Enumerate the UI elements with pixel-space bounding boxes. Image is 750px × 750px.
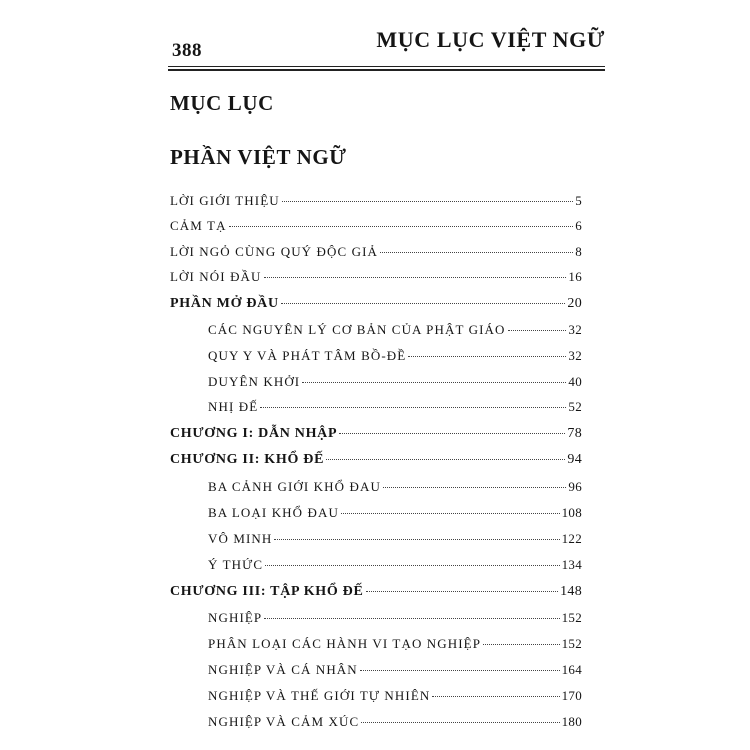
toc-entry-label: CHƯƠNG II: KHỔ ĐẾ	[170, 452, 325, 467]
toc-entry	[170, 244, 582, 266]
dot-leader	[260, 407, 566, 408]
dot-leader	[361, 722, 559, 723]
dot-leader	[341, 513, 560, 514]
toc-entry	[208, 322, 582, 344]
toc-entry-page: 94	[567, 452, 582, 467]
toc-entry-label: NGHIỆP VÀ CÁ NHÂN	[208, 662, 358, 677]
toc-entry-page: 164	[561, 662, 582, 677]
toc-entry-label: Ý THỨC	[208, 557, 264, 572]
toc-entry-label: LỜI GIỚI THIỆU	[170, 193, 280, 208]
dot-leader	[264, 277, 567, 278]
toc-entry-label: PHÂN LOẠI CÁC HÀNH VI TẠO NGHIỆP	[208, 636, 482, 651]
dot-leader	[302, 382, 566, 383]
toc-entry-page: 32	[568, 348, 582, 363]
dot-leader	[360, 670, 560, 671]
dot-leader	[366, 591, 559, 592]
toc-entry-label: DUYÊN KHỞI	[208, 374, 301, 389]
toc-entry	[170, 218, 582, 240]
toc-entry	[170, 269, 582, 291]
toc-entry-label: NHỊ ĐẾ	[208, 399, 259, 414]
dot-leader	[326, 459, 565, 460]
dot-leader	[432, 696, 559, 697]
toc-entry-page: 8	[575, 244, 582, 259]
running-head-title: MỤC LỤC VIỆT NGỮ	[376, 27, 605, 52]
toc-entry-page: 78	[567, 426, 582, 441]
contents-title: MỤC LỤC	[170, 91, 274, 115]
toc-entry-label: BA LOẠI KHỔ ĐAU	[208, 505, 339, 520]
toc-entry	[208, 557, 582, 579]
toc-entry-label: NGHIỆP VÀ THẾ GIỚI TỰ NHIÊN	[208, 688, 431, 703]
toc-entry-label: CÁC NGUYÊN LÝ CƠ BẢN CỦA PHẬT GIÁO	[208, 322, 506, 337]
dot-leader	[274, 539, 559, 540]
section-title: PHẦN VIỆT NGỮ	[170, 145, 347, 169]
toc-entry	[208, 505, 582, 527]
toc-entry-label: CHƯƠNG I: DẪN NHẬP	[170, 426, 338, 441]
toc-entry-page: 152	[561, 636, 582, 651]
toc-entry-page: 5	[575, 193, 582, 208]
toc-entry-page: 96	[568, 479, 582, 494]
toc-entry-page: 6	[575, 218, 582, 233]
header-rule	[168, 66, 605, 71]
toc-entry	[170, 584, 582, 606]
dot-leader	[483, 644, 560, 645]
dot-leader	[229, 226, 574, 227]
toc-entry	[170, 452, 582, 474]
toc-entry	[208, 610, 582, 632]
toc-entry-page: 134	[561, 557, 582, 572]
toc-entry-label: BA CẢNH GIỚI KHỔ ĐAU	[208, 479, 381, 494]
toc-entry-page: 122	[561, 531, 582, 546]
dot-leader	[339, 433, 565, 434]
dot-leader	[380, 252, 573, 253]
toc-entry-label: VÔ MINH	[208, 531, 273, 546]
toc-entry-page: 170	[561, 688, 582, 703]
toc-entry-label: CHƯƠNG III: TẬP KHỔ ĐẾ	[170, 584, 364, 599]
toc-entry	[208, 479, 582, 501]
toc-entry	[208, 688, 582, 710]
dot-leader	[383, 487, 566, 488]
toc-entry-page: 108	[561, 505, 582, 520]
toc-entry	[208, 348, 582, 370]
toc-entry-page: 148	[560, 584, 582, 599]
toc-entry	[208, 714, 582, 736]
toc-entry-label: CẢM TẠ	[170, 218, 227, 233]
toc-entry-page: 40	[568, 374, 582, 389]
toc-entry	[208, 399, 582, 421]
toc-entry-page: 180	[561, 714, 582, 729]
toc-entry-page: 32	[568, 322, 582, 337]
toc-entry	[208, 636, 582, 658]
dot-leader	[408, 356, 566, 357]
toc-entry-label: NGHIỆP VÀ CẢM XÚC	[208, 714, 360, 729]
page-number: 388	[172, 40, 202, 61]
dot-leader	[508, 330, 567, 331]
toc-entry	[170, 426, 582, 448]
toc-entry-label: QUY Y VÀ PHÁT TÂM BỒ-ĐỀ	[208, 348, 407, 363]
dot-leader	[281, 303, 566, 304]
toc-entry-label: LỜI NÓI ĐẦU	[170, 269, 262, 284]
dot-leader	[265, 565, 560, 566]
toc-entry	[208, 374, 582, 396]
toc-entry	[208, 662, 582, 684]
toc-entry-label: LỜI NGỎ CÙNG QUÝ ĐỘC GIẢ	[170, 244, 379, 259]
toc-entry-page: 20	[567, 296, 582, 311]
toc-entry-page: 52	[568, 399, 582, 414]
toc-entry	[170, 296, 582, 318]
toc-entry-page: 152	[561, 610, 582, 625]
dot-leader	[264, 618, 559, 619]
toc-entry-page: 16	[568, 269, 582, 284]
toc-entry-label: PHẦN MỞ ĐẦU	[170, 296, 279, 311]
toc-entry	[170, 193, 582, 215]
toc-entry-label: NGHIỆP	[208, 610, 263, 625]
dot-leader	[282, 201, 573, 202]
toc-entry	[208, 531, 582, 553]
